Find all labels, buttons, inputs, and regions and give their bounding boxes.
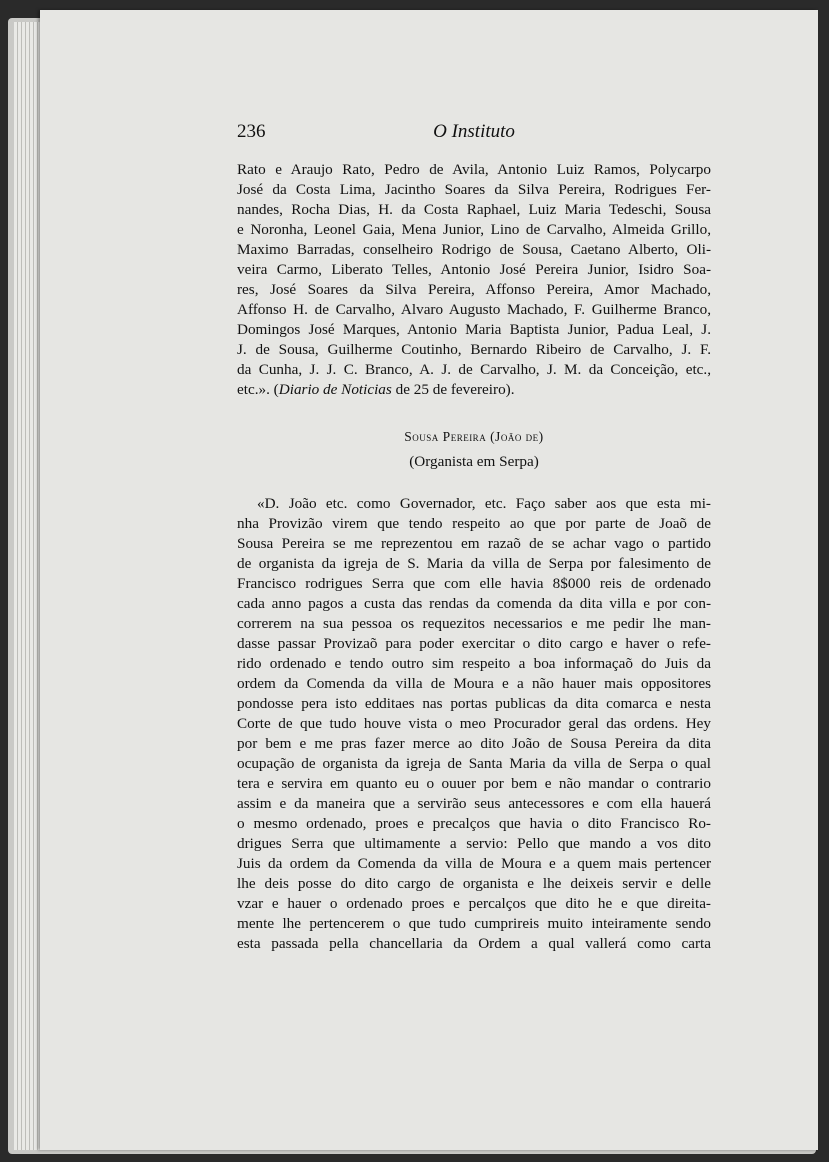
text-line: Corte de que tudo houve vista o meo Procurador geral das ordens. Hey bbox=[237, 715, 711, 732]
page-header bbox=[237, 121, 711, 143]
text-line: drigues Serra que ultimamente a servio: Pello que mando a vos dito bbox=[237, 835, 711, 852]
text-line: veira Carmo, Liberato Telles, Antonio José Pereira Junior, Isidro Soa- bbox=[237, 261, 711, 278]
citation-start: etc.». ( bbox=[237, 381, 279, 398]
text-line: Sousa Pereira se me reprezentou em razaõ de se achar vago o partido bbox=[237, 535, 711, 552]
text-line: Maximo Barradas, conselheiro Rodrigo de Sousa, Caetano Alberto, Oli- bbox=[237, 241, 711, 258]
text-line: tera e servira em quanto eu o ouuer por bem e não mandar o contrario bbox=[237, 775, 711, 792]
text-line: rido ordenado e tendo outro sim respeito a boa informaçaõ do Juis da bbox=[237, 655, 711, 672]
text-line: dasse passar Provizaõ para poder exercitar o dito cargo e haver o refe- bbox=[237, 635, 711, 652]
text-line: Affonso H. de Carvalho, Alvaro Augusto Machado, F. Guilherme Branco, bbox=[237, 301, 711, 318]
text-line: esta passada pella chancellaria da Ordem a qual vallerá como carta bbox=[237, 935, 711, 952]
text-line: cada anno pagos a custa das rendas da comenda da dita villa e por con- bbox=[237, 595, 711, 612]
citation-end: de 25 de fevereiro). bbox=[391, 381, 515, 398]
text-line: ordem da Comenda da villa de Moura e a não hauer mais oppositores bbox=[237, 675, 711, 692]
text-line: res, José Soares da Silva Pereira, Affonso Pereira, Amor Machado, bbox=[237, 281, 711, 298]
text-line: «D. João etc. como Governador, etc. Faço saber aos que esta mi- bbox=[257, 495, 711, 512]
text-line: ocupação de organista da igreja de Santa Maria da villa de Serpa o qual bbox=[237, 755, 711, 772]
text-line: vzar e hauer o ordenado proes e percalços que dito he e que direita- bbox=[237, 895, 711, 912]
page-number: 236 bbox=[237, 121, 266, 142]
section-subheading: (Organista em Serpa) bbox=[409, 453, 539, 470]
citation-source: Diario de Noticias bbox=[278, 381, 392, 398]
text-line: Francisco rodrigues Serra que com elle havia 8$000 reis de ordenado bbox=[237, 575, 711, 592]
text-line: Rato e Araujo Rato, Pedro de Avila, Antonio Luiz Ramos, Polycarpo bbox=[237, 161, 711, 178]
running-title: O Instituto bbox=[433, 121, 515, 142]
text-line: nandes, Rocha Dias, H. da Costa Raphael, Luiz Maria Tedeschi, Sousa bbox=[237, 201, 711, 218]
text-line: por bem e me pras fazer merce ao dito João de Sousa Pereira da dita bbox=[237, 735, 711, 752]
paragraph-2 bbox=[237, 494, 711, 954]
text-line: pondosse pera isto edditaes nas portas publicas da dita comarca e nesta bbox=[237, 695, 711, 712]
text-line: e Noronha, Leonel Gaia, Mena Junior, Lino de Carvalho, Almeida Grillo, bbox=[237, 221, 711, 238]
text-line: assim e da maneira que a servirão seus antecessores e com ella hauerá bbox=[237, 795, 711, 812]
text-line: o mesmo ordenado, proes e precalços que havia o dito Francisco Ro- bbox=[237, 815, 711, 832]
paragraph-1 bbox=[237, 160, 711, 400]
text-line: Domingos José Marques, Antonio Maria Baptista Junior, Padua Leal, J. bbox=[237, 321, 711, 338]
text-line: mente lhe pertencerem o que tudo cumprireis muito inteiramente sendo bbox=[237, 915, 711, 932]
text-line: nha Provizão virem que tendo respeito ao que por parte de Joaõ de bbox=[237, 515, 711, 532]
text-line: de organista da igreja de S. Maria da villa de Serpa por falesimento de bbox=[237, 555, 711, 572]
text-line: da Cunha, J. J. C. Branco, A. J. de Carvalho, J. M. da Conceição, etc., bbox=[237, 361, 711, 378]
text-line: J. de Sousa, Guilherme Coutinho, Bernardo Ribeiro de Carvalho, J. F. bbox=[237, 341, 711, 358]
text-line: Juis da ordem da Comenda da villa de Moura e a quem mais pertencer bbox=[237, 855, 711, 872]
text-line: lhe deis posse do dito cargo de organista e lhe deixeis servir e delle bbox=[237, 875, 711, 892]
text-line-citation bbox=[237, 380, 711, 400]
section-heading: Sousa Pereira (João de) bbox=[404, 429, 544, 444]
text-line: José da Costa Lima, Jacintho Soares da Silva Pereira, Rodrigues Fer- bbox=[237, 181, 711, 198]
text-line: correrem na sua pessoa os requezitos necessarios e me pedir lhe man- bbox=[237, 615, 711, 632]
